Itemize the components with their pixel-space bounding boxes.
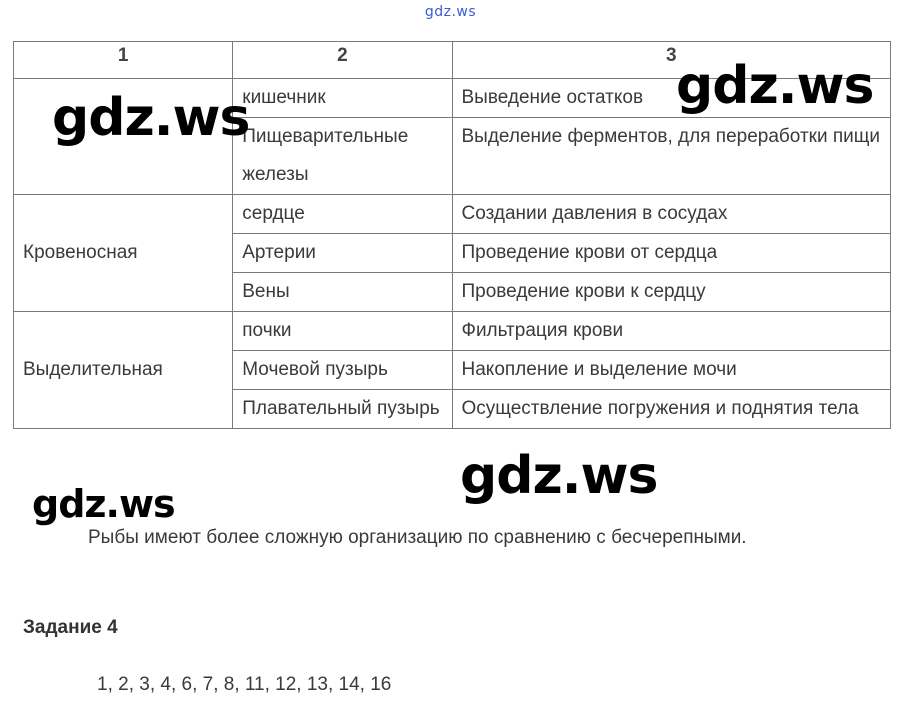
organ-cell: Плавательный пузырь (233, 390, 452, 429)
task-title: Задание 4 (23, 617, 118, 638)
function-cell: Фильтрация крови (452, 312, 891, 351)
organ-cell: Вены (233, 273, 452, 312)
organ-cell: Мочевой пузырь (233, 351, 452, 390)
watermark: gdz.ws (52, 88, 250, 148)
function-cell: Выделение ферментов, для переработки пищи (452, 118, 891, 195)
system-cell: Кровеносная (14, 195, 233, 312)
watermark: gdz.ws (676, 56, 874, 116)
function-cell: Проведение крови от сердца (452, 234, 891, 273)
function-cell: Проведение крови к сердцу (452, 273, 891, 312)
organ-cell: кишечник (233, 79, 452, 118)
column-header-1: 1 (14, 42, 233, 79)
organ-cell: Артерии (233, 234, 452, 273)
column-header-3: 3 (452, 42, 891, 79)
table-row (14, 312, 891, 351)
table-row (14, 195, 891, 234)
watermark: gdz.ws (460, 446, 658, 506)
organ-cell: почки (233, 312, 452, 351)
function-cell: Создании давления в сосудах (452, 195, 891, 234)
column-header-2: 2 (233, 42, 452, 79)
site-header-link[interactable]: gdz.ws (424, 4, 477, 20)
task-answer: 1, 2, 3, 4, 6, 7, 8, 11, 12, 13, 14, 16 (97, 674, 392, 695)
organ-cell: Пищеварительные железы (233, 118, 452, 195)
function-cell: Накопление и выделение мочи (452, 351, 891, 390)
watermark: gdz.ws (32, 482, 175, 526)
system-cell: Выделительная (14, 312, 233, 429)
conclusion-paragraph: Рыбы имеют более сложную организацию по сравнению с бесчерепными. (88, 527, 747, 548)
function-cell: Осуществление погружения и поднятия тела (452, 390, 891, 429)
organ-cell: сердце (233, 195, 452, 234)
function-cell: Выведение остатков (452, 79, 891, 118)
